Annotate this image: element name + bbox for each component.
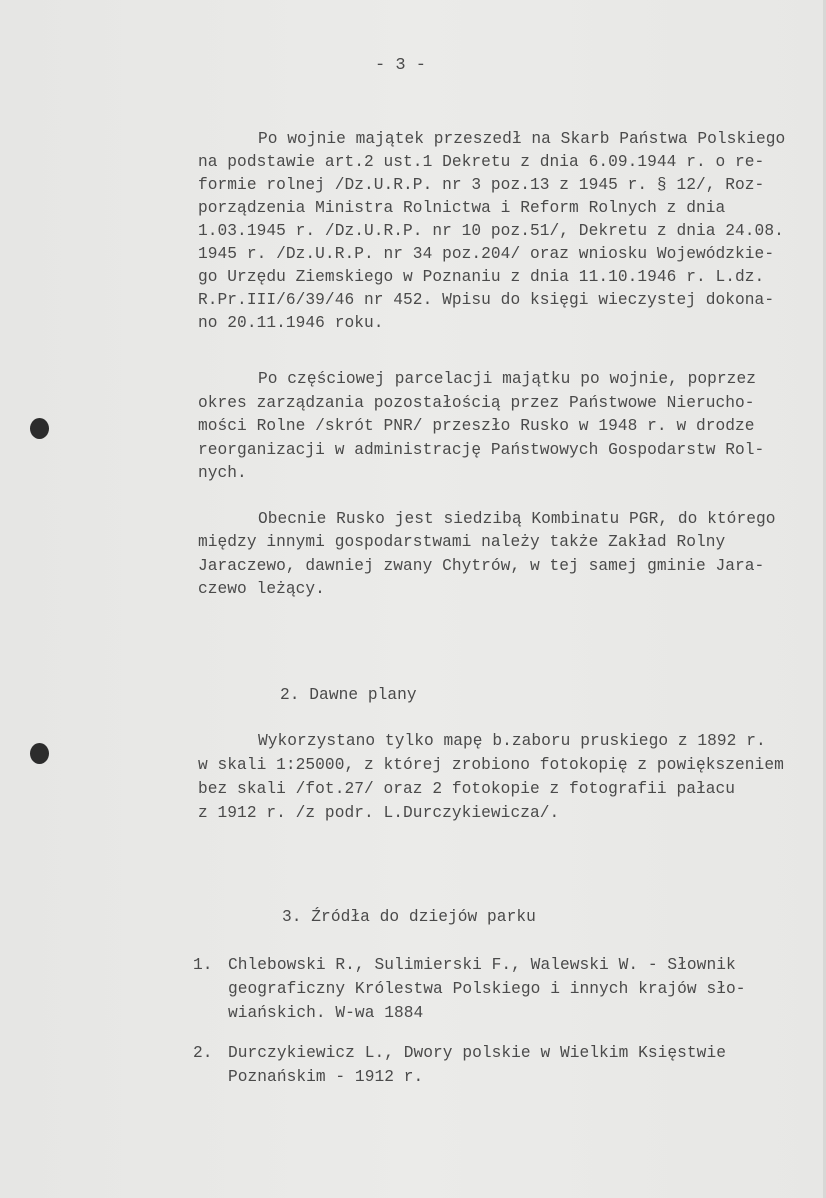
text-line: reorganizacji w administrację Państwowych Gospodarstw Rol-: [198, 441, 765, 459]
text-line: Durczykiewicz L., Dwory polskie w Wielkim Księstwie: [228, 1044, 726, 1062]
text-line: no 20.11.1946 roku.: [198, 314, 384, 332]
text-line: Chlebowski R., Sulimierski F., Walewski W. - Słownik: [228, 956, 736, 974]
text-line: między innymi gospodarstwami należy także Zakład Rolny: [198, 533, 726, 551]
text-line: w skali 1:25000, z której zrobiono fotokopię z powiększeniem: [198, 756, 784, 774]
text-line: z 1912 r. /z podr. L.Durczykiewicza/.: [198, 804, 560, 822]
text-line: geograficzny Królestwa Polskiego i innych krajów sło-: [228, 980, 746, 998]
section-heading: 2. Dawne plany: [280, 686, 417, 704]
list-number: 1.: [193, 956, 213, 974]
text-line: na podstawie art.2 ust.1 Dekretu z dnia 6.09.1944 r. o re-: [198, 153, 765, 171]
text-line: czewo leżący.: [198, 580, 325, 598]
text-line: mości Rolne /skrót PNR/ przeszło Rusko w 1948 r. w drodze: [198, 417, 755, 435]
page-number: - 3 -: [375, 56, 427, 75]
text-line: formie rolnej /Dz.U.R.P. nr 3 poz.13 z 1945 r. § 12/, Roz-: [198, 176, 765, 194]
section-heading: 3. Źródła do dziejów parku: [282, 908, 536, 926]
text-line: nych.: [198, 464, 247, 482]
text-line: bez skali /fot.27/ oraz 2 fotokopie z fotografii pałacu: [198, 780, 736, 798]
text-line: okres zarządzania pozostałością przez Państwowe Nierucho-: [198, 394, 755, 412]
text-line: 1.03.1945 r. /Dz.U.R.P. nr 10 poz.51/, Dekretu z dnia 24.08.: [198, 222, 784, 240]
text-line: go Urzędu Ziemskiego w Poznaniu z dnia 11.10.1946 r. L.dz.: [198, 268, 765, 286]
text-line: 1945 r. /Dz.U.R.P. nr 34 poz.204/ oraz wniosku Wojewódzkie-: [198, 245, 775, 263]
text-line: Jaraczewo, dawniej zwany Chytrów, w tej samej gminie Jara-: [198, 557, 765, 575]
text-line: Wykorzystano tylko mapę b.zaboru pruskiego z 1892 r.: [258, 732, 766, 750]
text-line: Poznańskim - 1912 r.: [228, 1068, 424, 1086]
text-line: Obecnie Rusko jest siedzibą Kombinatu PGR, do którego: [258, 510, 776, 528]
list-number: 2.: [193, 1044, 213, 1062]
text-line: R.Pr.III/6/39/46 nr 452. Wpisu do księgi wieczystej dokona-: [198, 291, 775, 309]
punch-hole: [30, 418, 49, 439]
text-line: porządzenia Ministra Rolnictwa i Reform Rolnych z dnia: [198, 199, 726, 217]
text-line: wiańskich. W-wa 1884: [228, 1004, 424, 1022]
text-line: Po wojnie majątek przeszedł na Skarb Państwa Polskiego: [258, 130, 786, 148]
punch-hole: [30, 743, 49, 764]
text-line: Po częściowej parcelacji majątku po wojnie, poprzez: [258, 370, 756, 388]
